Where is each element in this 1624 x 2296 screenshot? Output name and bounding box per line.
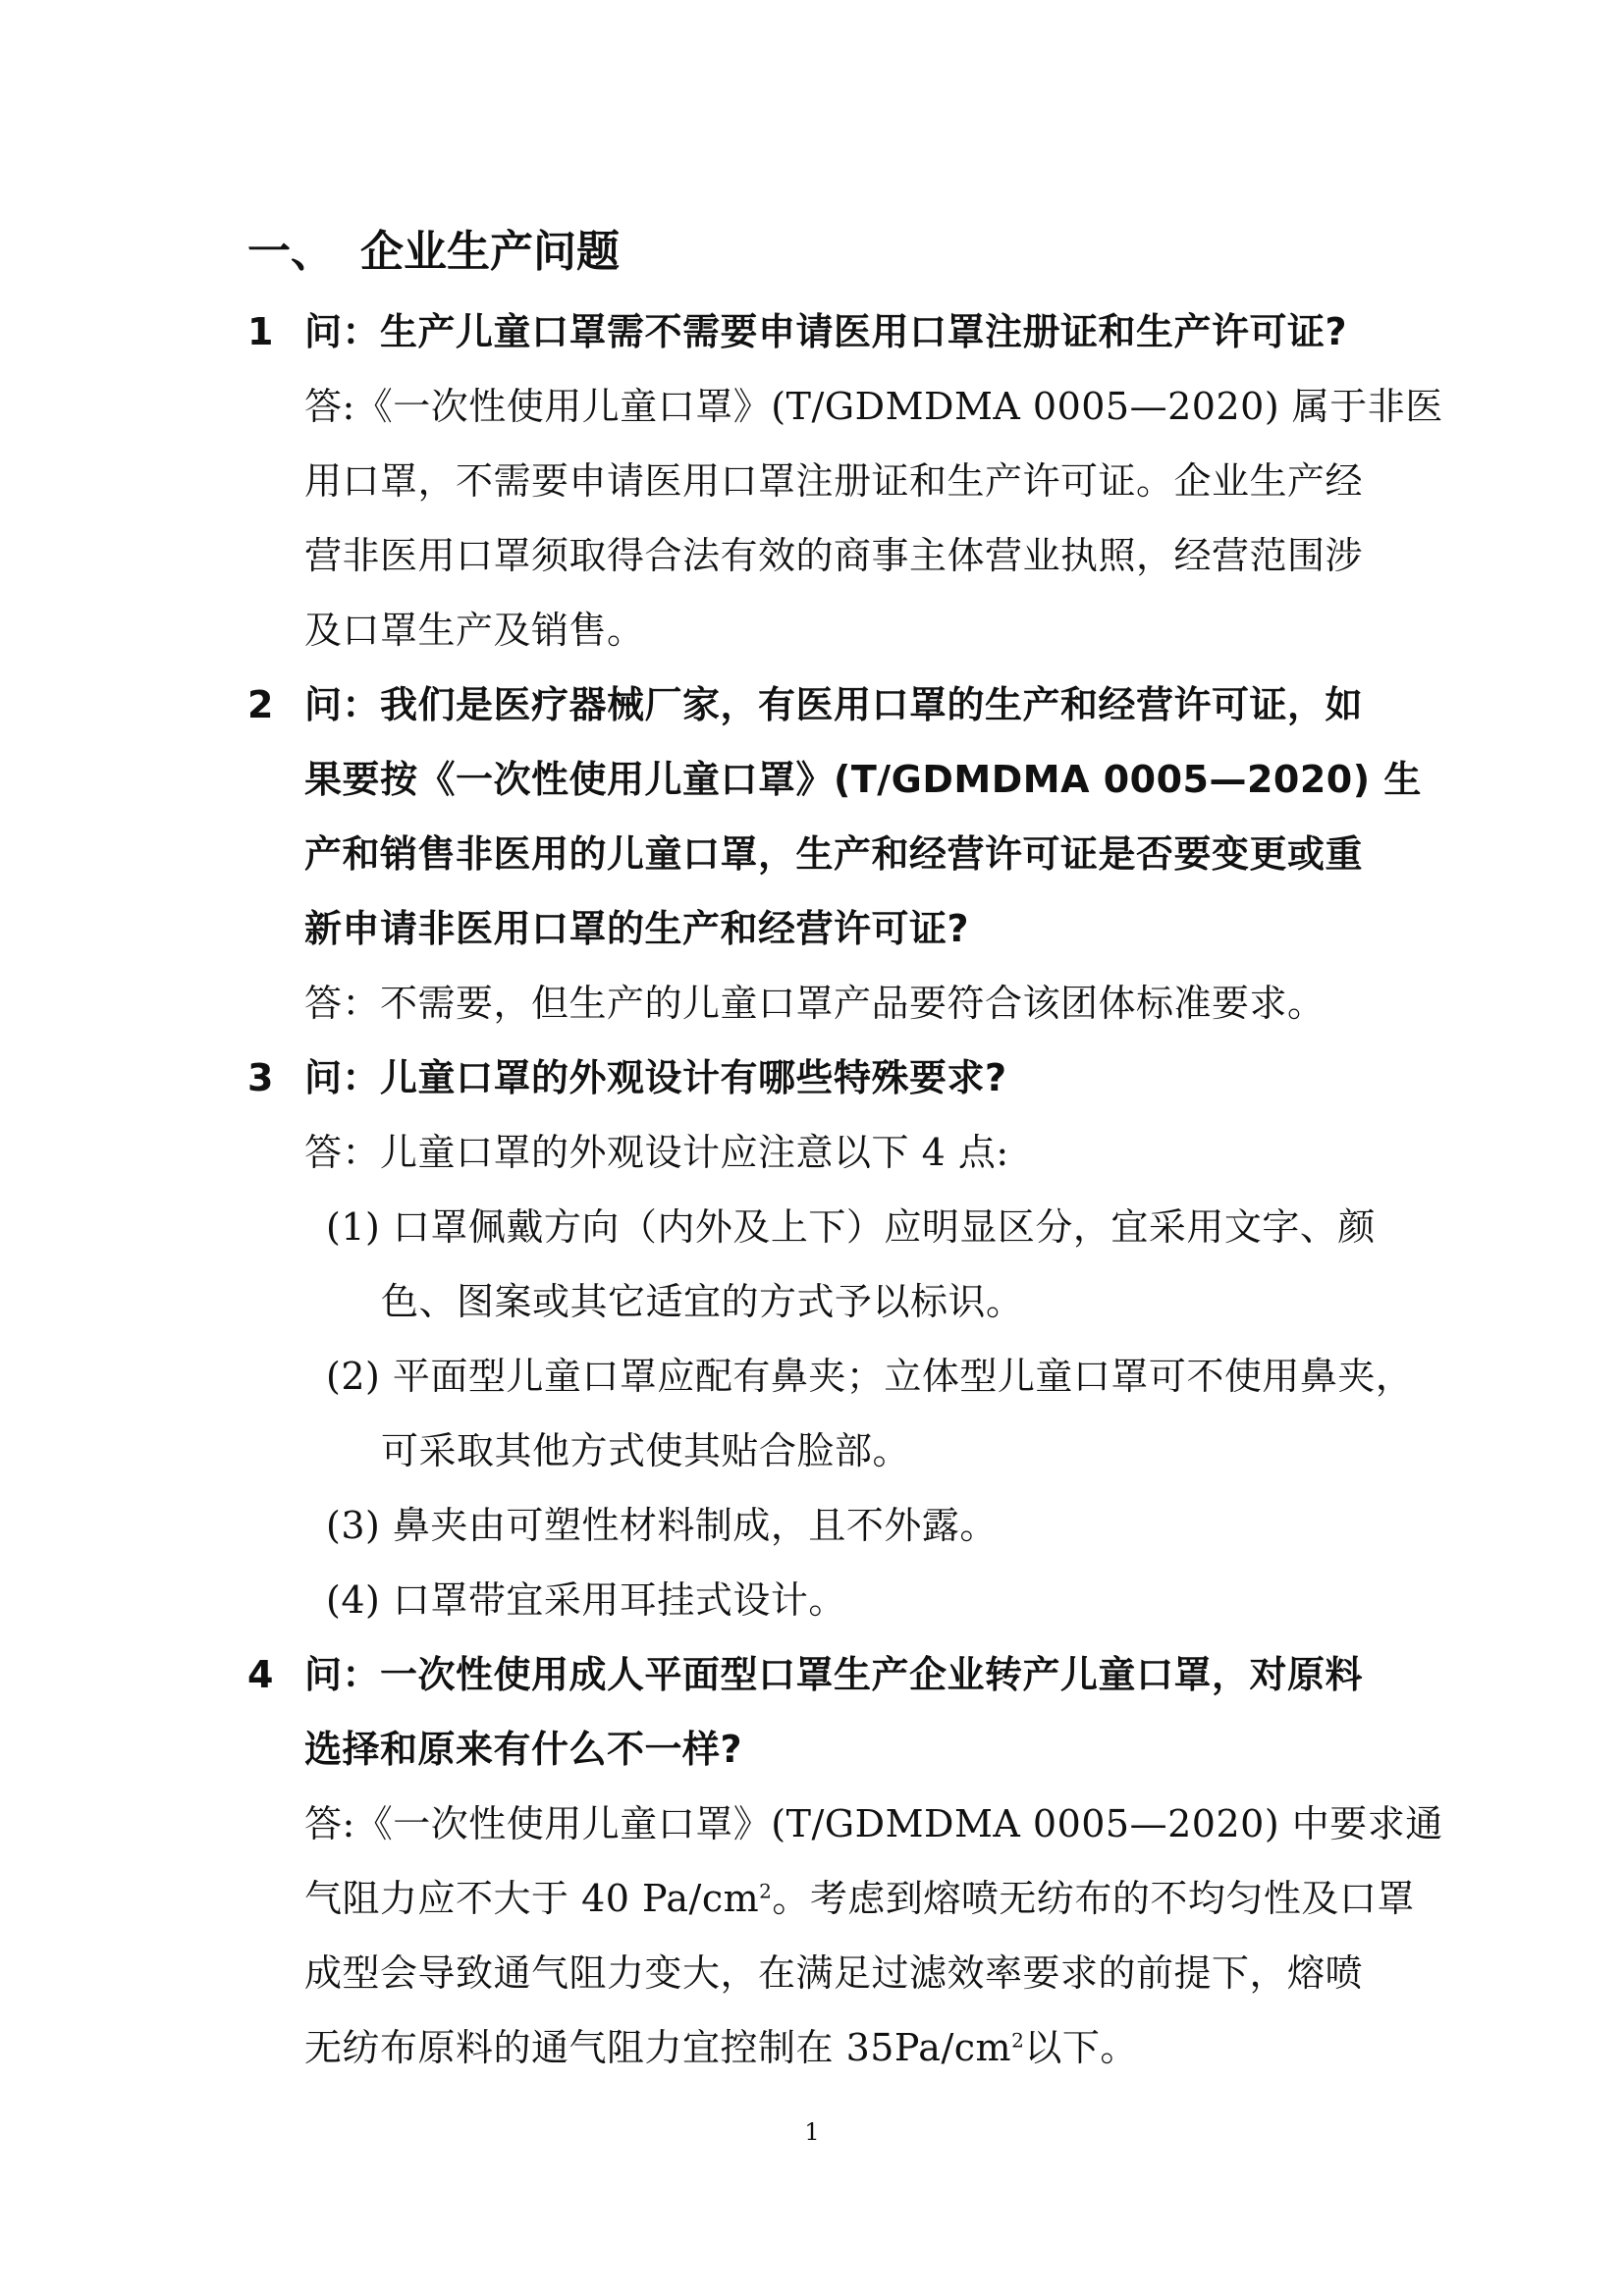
- question-number-3: 3: [247, 1056, 274, 1099]
- question-2-line-2: 果要按《一次性使用儿童口罩》(T/GDMDMA 0005—2020) 生: [304, 758, 1422, 801]
- section-number: 一、: [247, 227, 334, 277]
- answer-3-item-1-line-2: 色、图案或其它适宜的方式予以标识。: [381, 1280, 1024, 1323]
- answer-1-line-3: 营非医用口罩须取得合法有效的商事主体营业执照，经营范围涉: [304, 534, 1364, 577]
- question-number-2: 2: [247, 683, 274, 726]
- answer-3-line-1: 答：儿童口罩的外观设计应注意以下 4 点:: [304, 1131, 1009, 1174]
- answer-1-line-2: 用口罩，不需要申请医用口罩注册证和生产许可证。企业生产经: [304, 459, 1364, 503]
- answer-4-line-4-main: 无纺布原料的通气阻力宜控制在 35Pa/cm: [304, 2026, 1012, 2069]
- answer-3-item-2-line-2: 可采取其他方式使其贴合脸部。: [381, 1429, 911, 1472]
- question-number-1: 1: [247, 310, 274, 353]
- answer-2-line-1: 答：不需要，但生产的儿童口罩产品要符合该团体标准要求。: [304, 982, 1326, 1025]
- answer-4-line-4: [304, 2010, 1138, 2085]
- superscript-2: 2: [759, 1879, 773, 1903]
- answer-3-item-1-line-1: (1) 口罩佩戴方向（内外及上下）应明显区分，宜采用文字、颜: [326, 1205, 1376, 1249]
- question-1-line-1: 问：生产儿童口罩需不需要申请医用口罩注册证和生产许可证?: [304, 310, 1348, 353]
- answer-4-line-4-tail: 以下。: [1024, 2026, 1138, 2069]
- section-title: 企业生产问题: [360, 227, 620, 277]
- answer-1-line-1: 答:《一次性使用儿童口罩》(T/GDMDMA 0005—2020) 属于非医: [304, 385, 1443, 428]
- question-4-line-2: 选择和原来有什么不一样?: [304, 1728, 743, 1771]
- question-2-line-3: 产和销售非医用的儿童口罩，生产和经营许可证是否要变更或重: [304, 832, 1364, 876]
- question-number-4: 4: [247, 1653, 274, 1696]
- page-number: 1: [804, 2118, 820, 2146]
- answer-3-item-2-line-1: (2) 平面型儿童口罩应配有鼻夹；立体型儿童口罩可不使用鼻夹，: [326, 1355, 1414, 1398]
- answer-3-item-3: (3) 鼻夹由可塑性材料制成，且不外露。: [326, 1504, 998, 1547]
- answer-1-line-4: 及口罩生产及销售。: [304, 609, 645, 652]
- answer-4-line-2-tail: 。考虑到熔喷无纺布的不均匀性及口罩: [772, 1877, 1415, 1920]
- question-2-line-1: 问：我们是医疗器械厂家，有医用口罩的生产和经营许可证，如: [304, 683, 1364, 726]
- superscript-2: 2: [1011, 2028, 1025, 2053]
- answer-4-line-2-main: 气阻力应不大于 40 Pa/cm: [304, 1877, 760, 1920]
- answer-4-line-3: 成型会导致通气阻力变大，在满足过滤效率要求的前提下，熔喷: [304, 1951, 1364, 1995]
- question-4-line-1: 问：一次性使用成人平面型口罩生产企业转产儿童口罩，对原料: [304, 1653, 1364, 1696]
- answer-3-item-4: (4) 口罩带宜采用耳挂式设计。: [326, 1578, 846, 1622]
- question-2-line-4: 新申请非医用口罩的生产和经营许可证?: [304, 907, 970, 950]
- section-heading: [247, 218, 620, 287]
- question-3-line-1: 问：儿童口罩的外观设计有哪些特殊要求?: [304, 1056, 1007, 1099]
- answer-4-line-1: 答:《一次性使用儿童口罩》(T/GDMDMA 0005—2020) 中要求通: [304, 1802, 1443, 1845]
- answer-4-line-2: [304, 1861, 1415, 1936]
